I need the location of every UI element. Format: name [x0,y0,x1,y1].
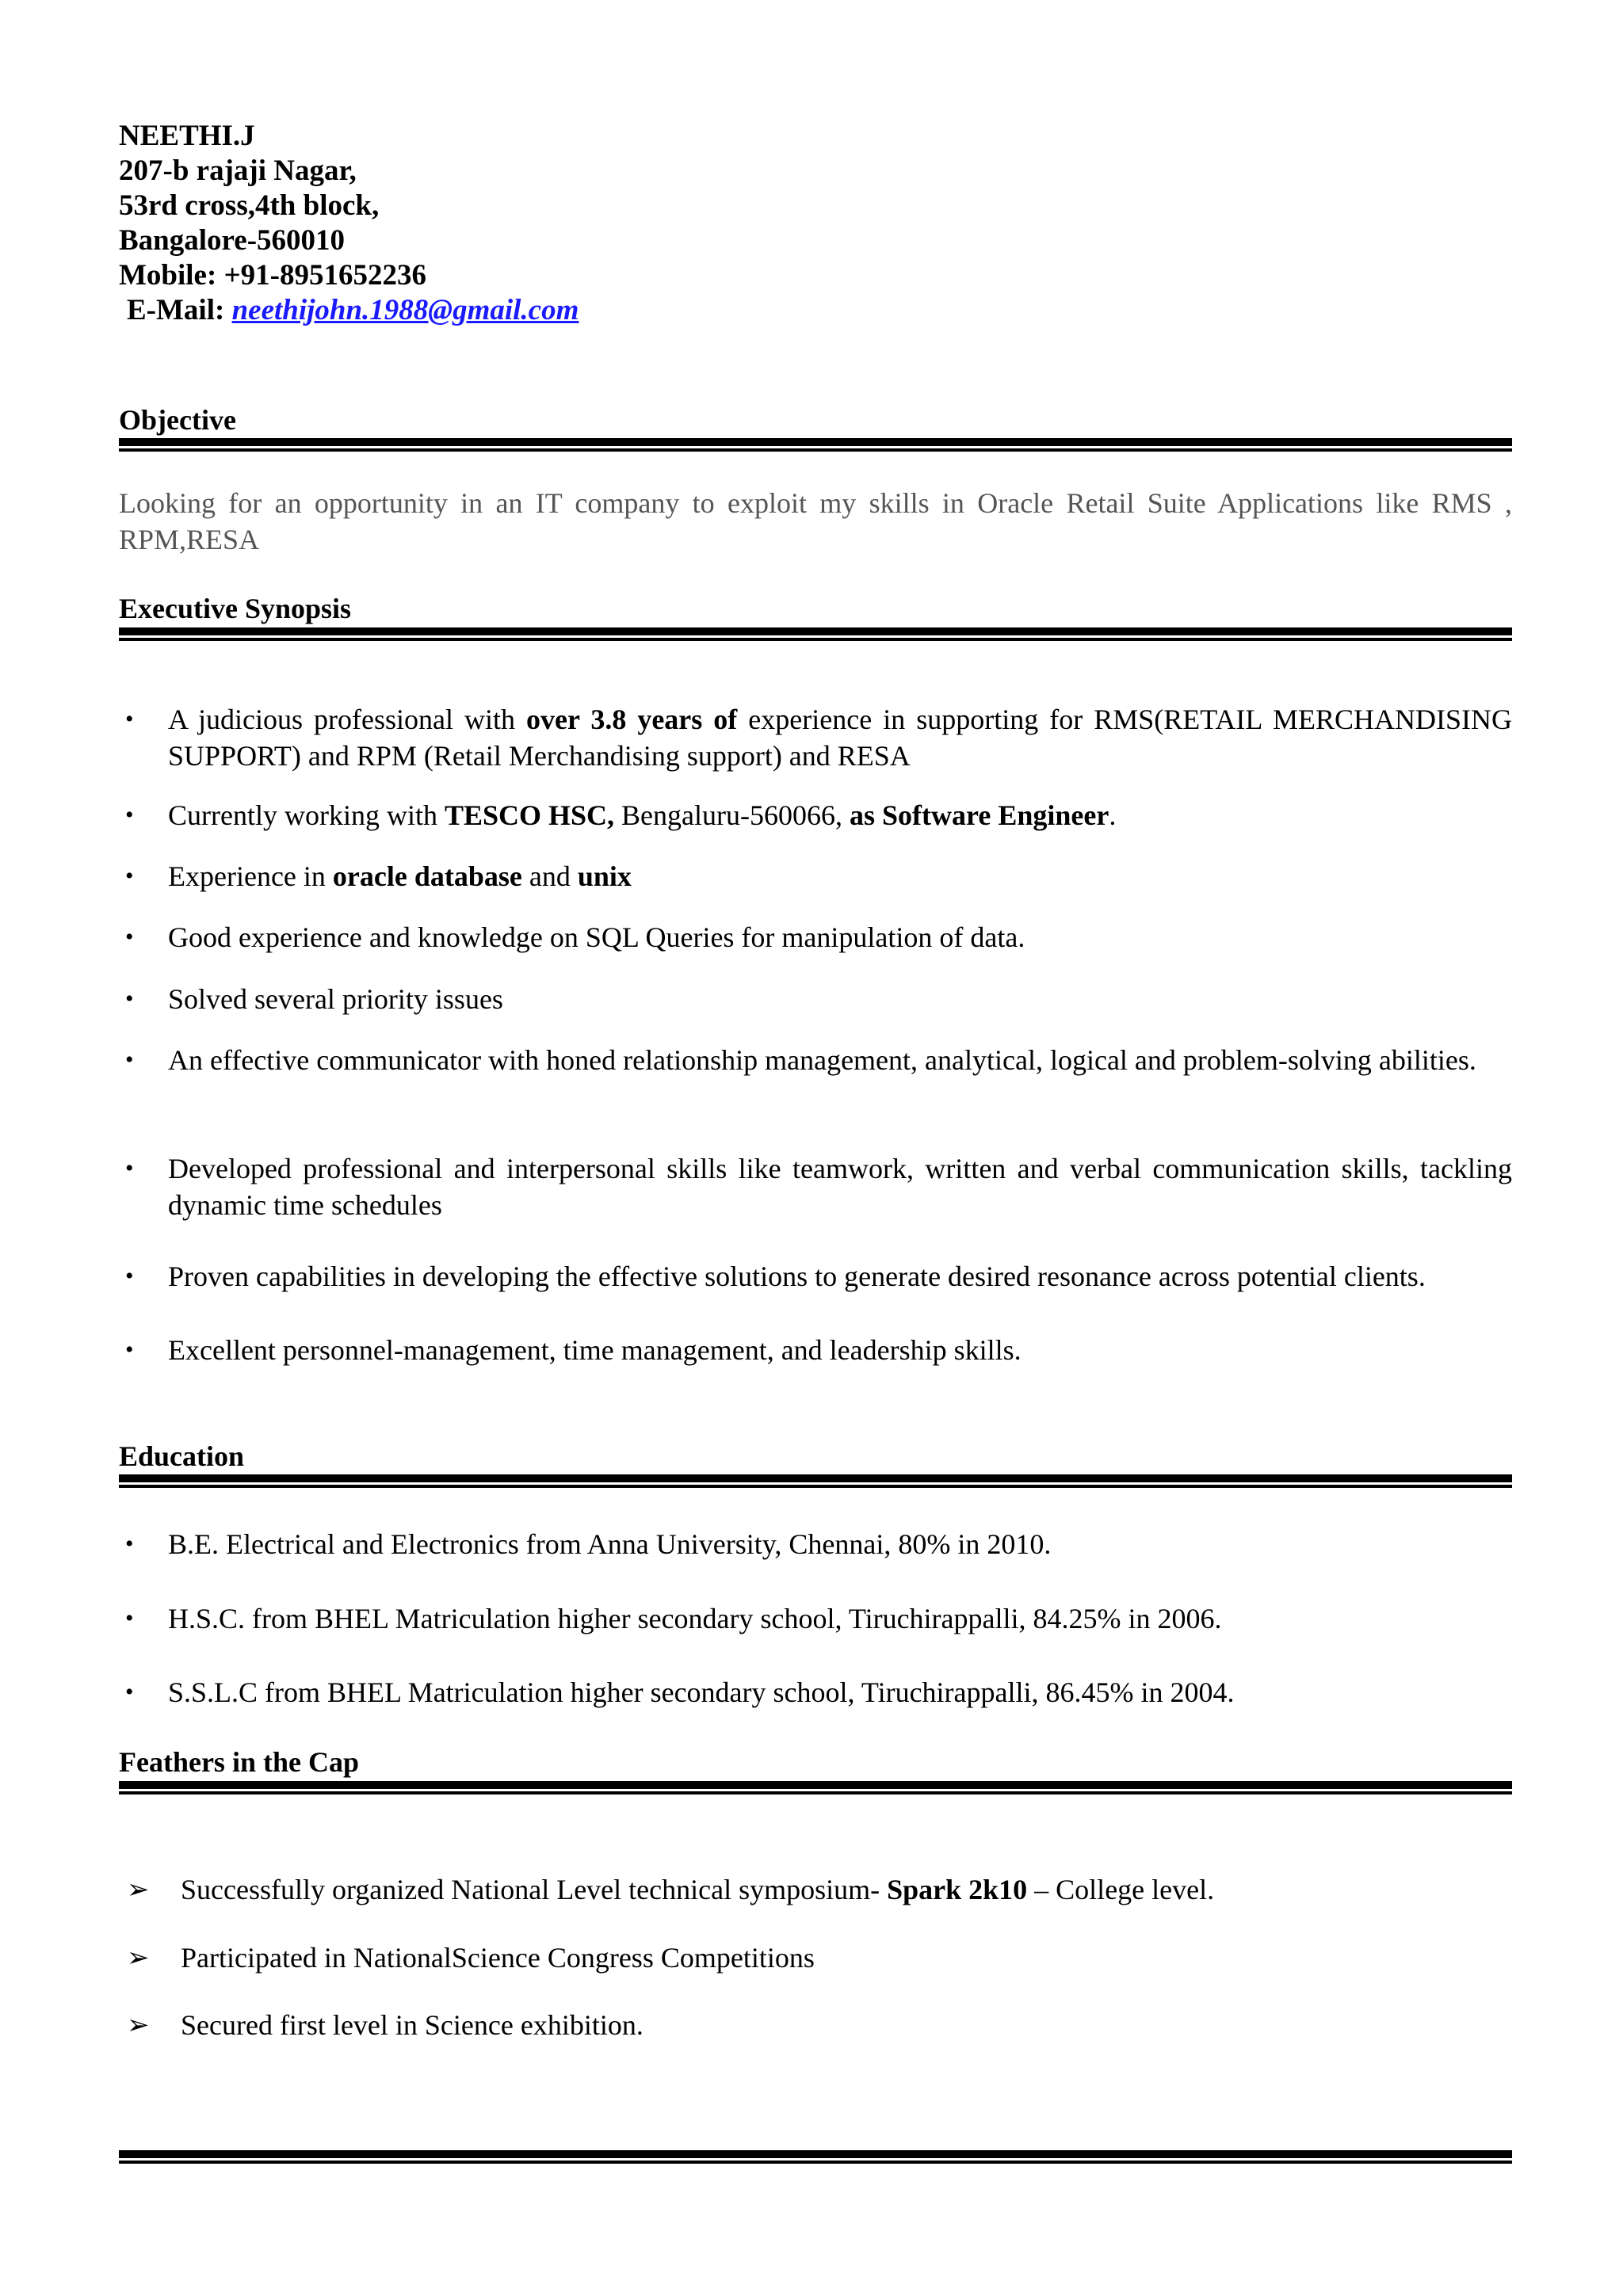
address-line-2: 53rd cross,4th block, [119,189,380,222]
arrow-bullet-icon: ➢ [127,1874,150,1905]
footer-rule [119,2150,1512,2164]
contact-block [119,119,579,328]
bullet-icon: • [125,802,134,828]
bullet-icon: • [125,1605,134,1631]
bullet-icon: • [125,1531,134,1557]
bullet-icon: • [125,1263,134,1289]
mobile-number: +91-8951652236 [223,259,426,292]
bullet-icon: • [125,706,134,732]
objective-rule [119,438,1512,452]
synopsis-rule [119,627,1512,642]
bullet-icon: • [125,1679,134,1705]
objective-heading: Objective [119,404,236,436]
feathers-rule [119,1781,1512,1795]
education-rule [119,1474,1512,1489]
education-heading: Education [119,1440,245,1472]
feathers-heading: Feathers in the Cap [119,1746,359,1778]
arrow-bullet-icon: ➢ [127,2009,150,2041]
bullet-icon: • [125,1047,134,1073]
bullet-icon: • [125,1337,134,1363]
address-line-3: Bangalore-560010 [119,224,346,257]
email-link[interactable]: neethijohn.1988@gmail.com [231,294,579,326]
email-row [119,293,579,328]
arrow-bullet-icon: ➢ [127,1942,150,1974]
mobile-row [119,258,579,293]
email-label: E-Mail: [127,294,225,326]
address-line-1: 207-b rajaji Nagar, [119,154,357,187]
mobile-label: Mobile: [119,259,217,292]
bullet-icon: • [125,863,134,889]
bullet-icon: • [125,986,134,1012]
objective-text: Looking for an opportunity in an IT company to exploit my skills in Oracle Retail Suite Applications like RMS , RPM,RESA [119,487,1512,555]
synopsis-heading: Executive Synopsis [119,593,352,624]
bullet-icon: • [125,924,134,950]
resume-page: NEETHI.J 207-b rajaji Nagar, 53rd cross,4th block, Bangalore-560010 Mobile: +91-8951652236 E-Mail: neethijohn.1988@gmail.com Objective Looking for an opportunity in an IT company to exploit my skills in Oracle Retail Suite Applications like RMS , RPM,RESA Executive Synopsis • A judicious professional with over 3.8 years of experience in supporting for RMS(RETAIL MERCHANDISING SUPPORT) and RPM (Retail Merchandising support) and RESA • Currently working with TESCO HSC, Bengaluru-560066, as Software Engineer. • Experience in oracle database and unix • Good experience and knowledge on SQL Queries for manipulation of data. • Solved several priority issues • An effective communicator with honed relationship management, analytical, logical and problem-solving abilities. • Developed professional and interpersonal skills like teamwork, written and verbal communication skills, tackling dynamic time schedules • Proven capabilities in developing the effective solutions to generate desired resonance across potential clients. • Excellent personnel-management, time management, and leadership skills. Education • B.E. Electrical and Electronics from Anna University, Chennai, 80% in 2010. • H.S.C. from BHEL Matriculation higher secondary school, Tiruchirappalli, 84.25% in 2006. • S.S.L.C from BHEL Matriculation higher secondary school, Tiruchirappalli, 86.45% in 2004. Feathers in the Cap ➢ Successfully organized National Level technical symposium- Spark 2k10 – College level. ➢ Participated in NationalScience Congress Competitions ➢ Secured first level in Science exhibition. [0,0,1623,2296]
bullet-icon: • [125,1155,134,1181]
candidate-name: NEETHI.J [119,120,255,152]
